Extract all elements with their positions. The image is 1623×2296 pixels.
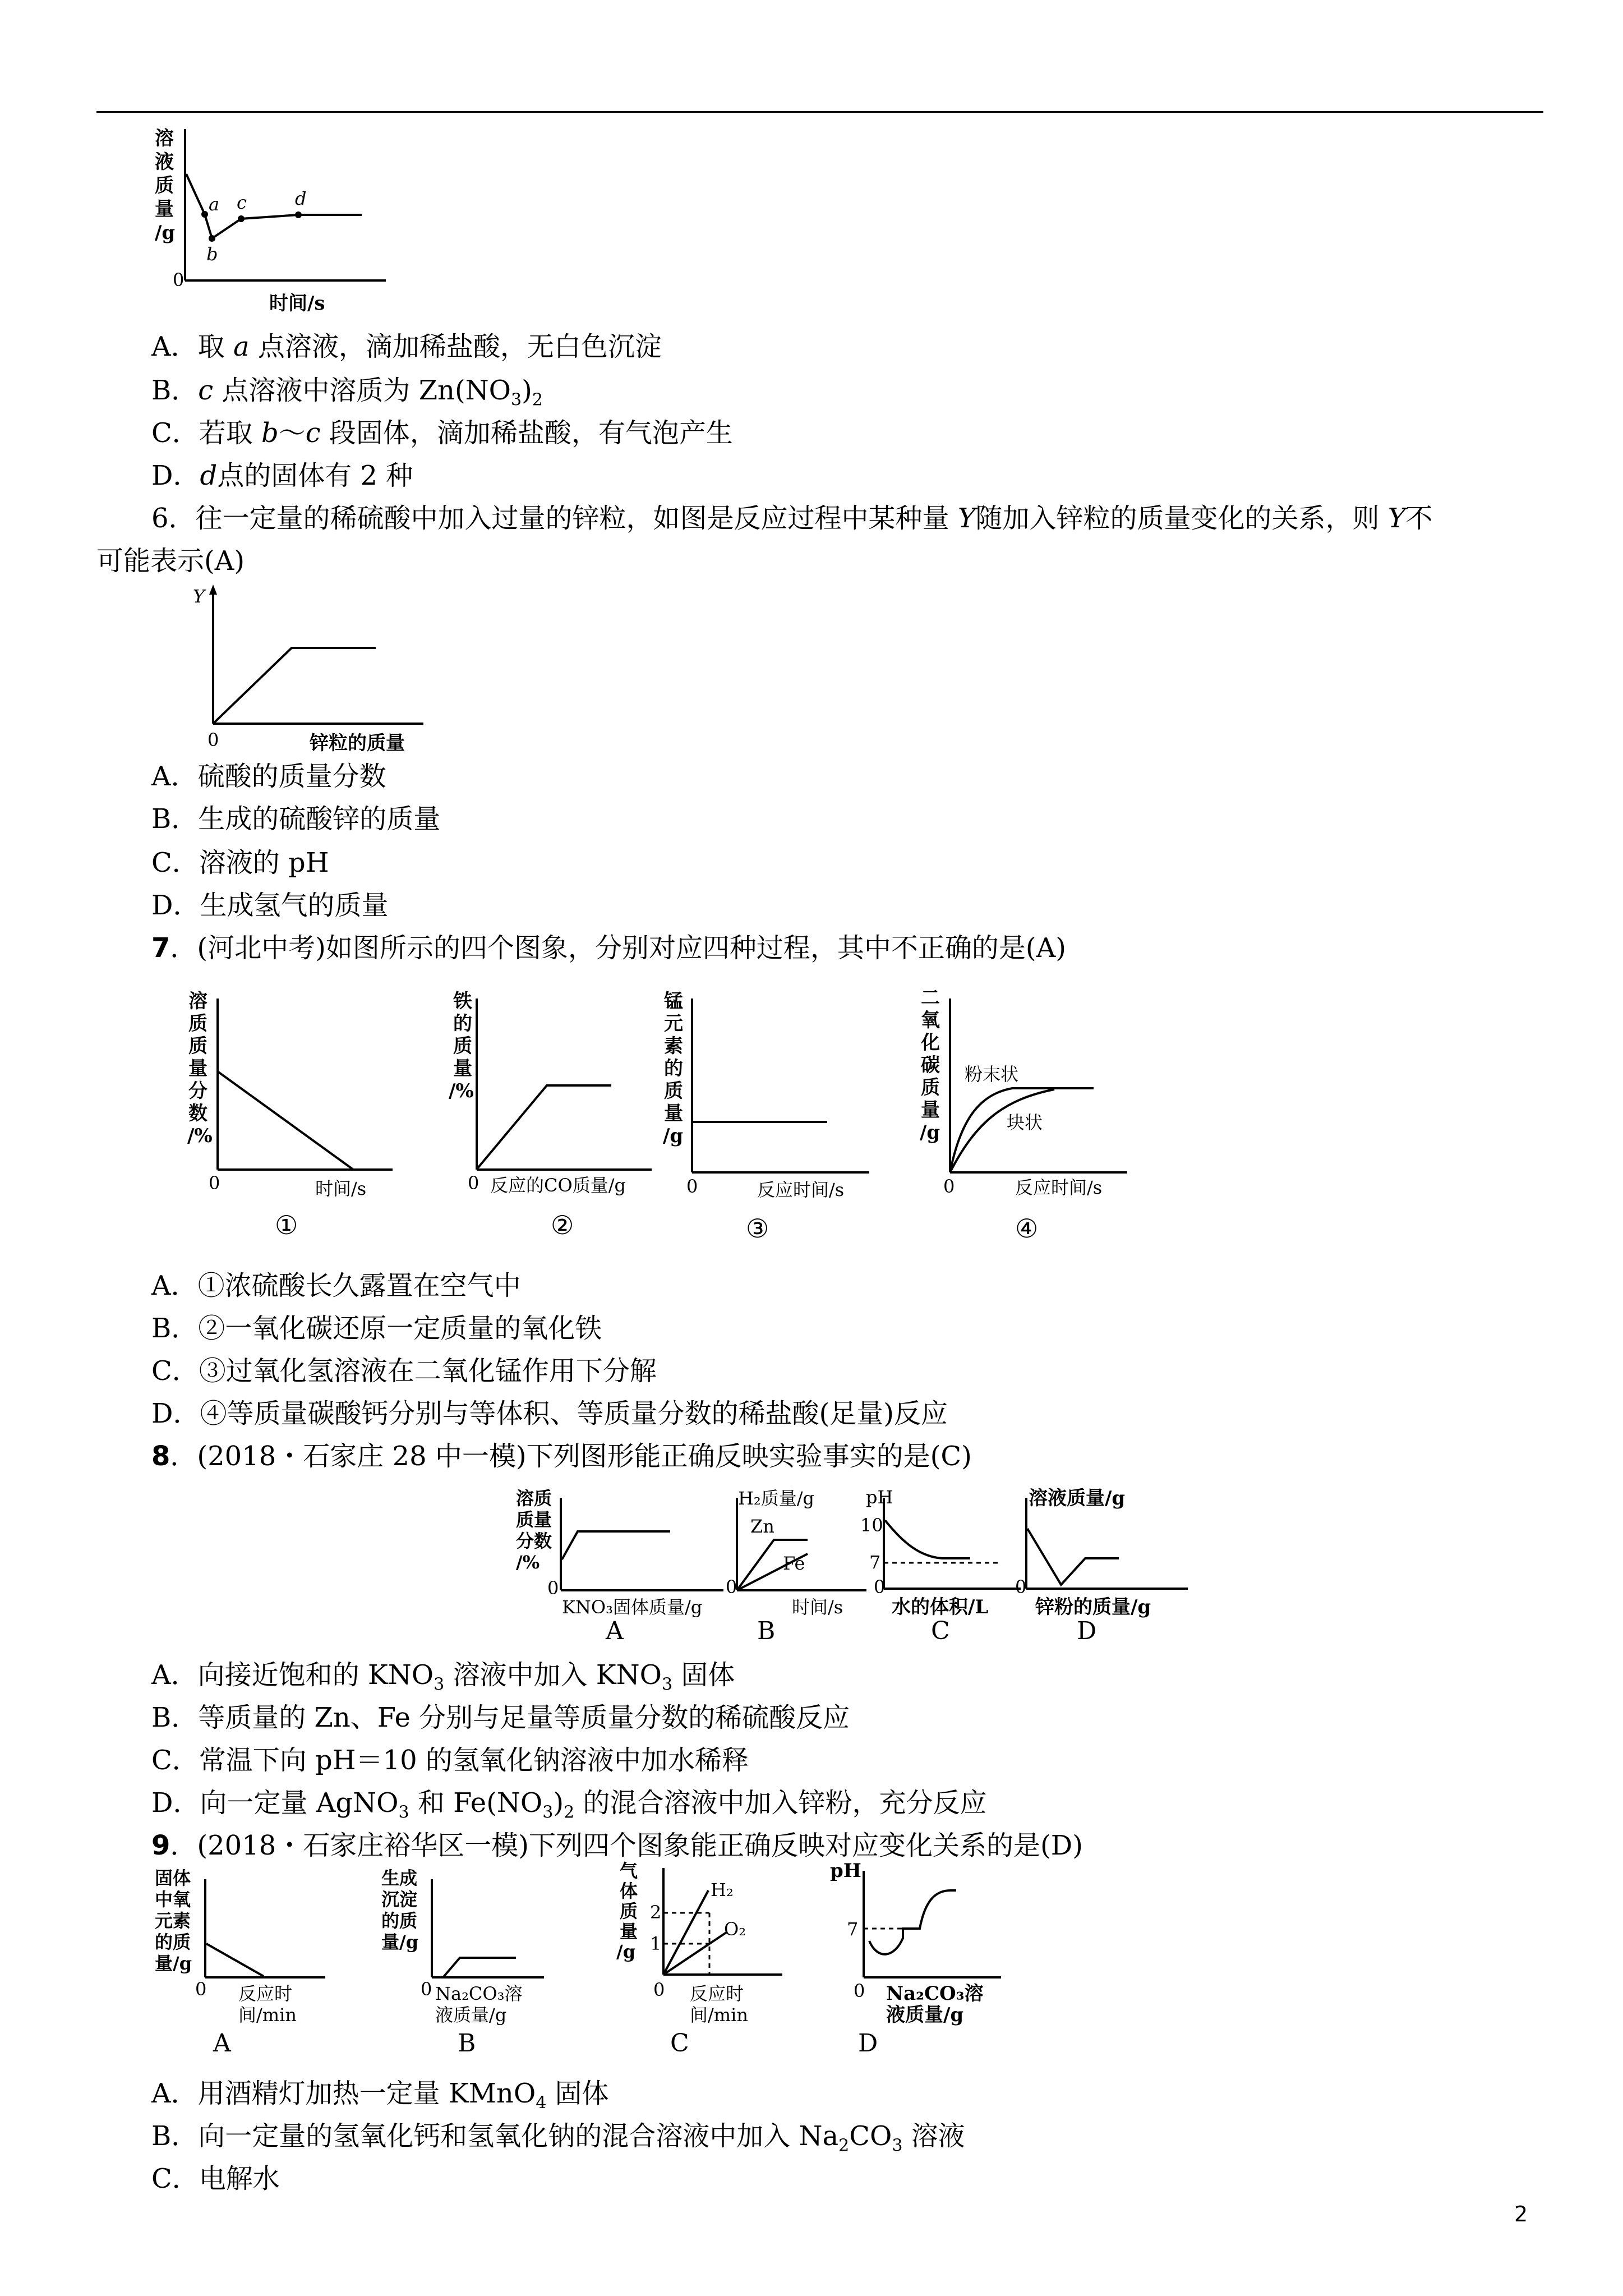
svg-text:液质量/g: 液质量/g [886, 2004, 964, 2026]
q7-option-a: A．①浓硫酸长久露置在空气中 [151, 1270, 521, 1301]
svg-text:溶: 溶 [155, 127, 174, 150]
q6-stem: 6．往一定量的稀硫酸中加入过量的锌粒，如图是反应过程中某种量 Y随加入锌粒的质量变化的关系，则 Y不 [151, 503, 1433, 534]
svg-text:H₂质量/g: H₂质量/g [738, 1488, 815, 1509]
svg-text:0: 0 [195, 1978, 207, 2000]
svg-text:分: 分 [188, 1080, 208, 1102]
svg-text:液质量/g: 液质量/g [435, 2004, 507, 2026]
svg-text:反应的CO质量/g: 反应的CO质量/g [490, 1175, 626, 1196]
svg-text:0: 0 [208, 729, 219, 751]
q8-graph-c [858, 1487, 1026, 1655]
svg-text:量: 量 [921, 1099, 940, 1121]
svg-text:0: 0 [854, 1980, 865, 2001]
svg-text:b: b [206, 243, 218, 265]
q8-graph-d [1009, 1487, 1195, 1655]
svg-text:生成: 生成 [381, 1867, 418, 1889]
svg-text:化: 化 [921, 1032, 940, 1054]
q9-graph-b [376, 1865, 555, 2058]
q6-option-a: A．硫酸的质量分数 [151, 761, 386, 792]
q7-graph-2 [443, 987, 667, 1257]
svg-text:0: 0 [686, 1176, 698, 1197]
q8-option-d: D．向一定量 AgNO$_3$ 和 $Fe(NO_3)_2$ 的混合溶液中加入锌粉，充分反应 [151, 1787, 987, 1823]
svg-text:体: 体 [620, 1880, 638, 1902]
svg-text:Na₂CO₃溶: Na₂CO₃溶 [886, 1982, 984, 2005]
svg-text:中氧: 中氧 [155, 1889, 191, 1910]
svg-text:量: 量 [453, 1057, 472, 1080]
svg-text:氧: 氧 [921, 1009, 940, 1032]
svg-text:的: 的 [664, 1057, 683, 1080]
svg-text:粉末状: 粉末状 [965, 1064, 1019, 1085]
svg-text:质: 质 [188, 1013, 208, 1035]
svg-text:反应时: 反应时 [238, 1983, 293, 2004]
q7-graph-3 [656, 987, 880, 1257]
svg-text:7: 7 [869, 1552, 881, 1573]
svg-text:H₂: H₂ [711, 1879, 734, 1901]
svg-text:二: 二 [921, 987, 940, 1009]
svg-text:分数: 分数 [516, 1530, 552, 1552]
svg-text:0: 0 [547, 1577, 559, 1599]
svg-text:0: 0 [1015, 1576, 1027, 1598]
q6-option-c: C．溶液的 pH [151, 847, 329, 878]
q6-option-b: B．生成的硫酸锌的质量 [151, 803, 441, 835]
q7-option-b: B．②一氧化碳还原一定质量的氧化铁 [151, 1313, 602, 1344]
q9-graph-c [614, 1857, 799, 2058]
svg-text:元: 元 [664, 1013, 683, 1035]
svg-text:/%: /% [516, 1552, 540, 1573]
svg-text:块状: 块状 [1007, 1112, 1043, 1133]
svg-text:时间/s: 时间/s [315, 1178, 367, 1199]
svg-text:铁: 铁 [453, 990, 472, 1013]
svg-text:元素: 元素 [155, 1910, 191, 1931]
svg-text:反应时: 反应时 [690, 1983, 744, 2004]
svg-text:气: 气 [620, 1860, 638, 1881]
svg-text:O₂: O₂ [724, 1918, 746, 1940]
svg-text:的质: 的质 [381, 1910, 418, 1931]
q8-option-b: B．等质量的 Zn、Fe 分别与足量等质量分数的稀硫酸反应 [151, 1702, 850, 1733]
q6-option-d: D．生成氢气的质量 [151, 890, 389, 921]
svg-text:溶液质量/g: 溶液质量/g [1029, 1487, 1126, 1510]
svg-text:0: 0 [173, 269, 185, 291]
q9-graph-a [151, 1865, 348, 2058]
q6-graph [185, 583, 443, 763]
svg-text:2: 2 [650, 1902, 662, 1923]
svg-text:10: 10 [860, 1515, 883, 1536]
svg-text:/g: /g [663, 1125, 684, 1147]
svg-text:c: c [237, 192, 247, 213]
svg-text:0: 0 [468, 1172, 479, 1194]
svg-text:B: B [757, 1617, 776, 1645]
q9-option-b: B．向一定量的氢氧化钙和氢氧化钠的混合溶液中加入 $Na_2CO_3$ 溶液 [151, 2120, 965, 2156]
svg-text:Zn: Zn [750, 1516, 774, 1537]
svg-text:pH: pH [830, 1860, 861, 1882]
svg-text:数: 数 [188, 1102, 208, 1125]
svg-text:量: 量 [155, 198, 174, 220]
svg-text:质: 质 [620, 1901, 638, 1922]
q5-option-b: B．c 点溶液中溶质为 $Zn(NO_3)_2$ [151, 375, 543, 410]
svg-text:液: 液 [155, 151, 174, 173]
svg-text:1: 1 [650, 1933, 662, 1954]
svg-text:碳: 碳 [921, 1054, 940, 1076]
svg-text:0: 0 [943, 1176, 955, 1197]
q5-option-d: D．d点的固体有 2 种 [151, 460, 413, 491]
svg-text:C: C [670, 2029, 689, 2058]
q5-ylabel [155, 127, 175, 244]
svg-text:质: 质 [453, 1035, 472, 1057]
q9-option-a: A．用酒精灯加热一定量 KMnO$_4$ 固体 [151, 2078, 609, 2113]
svg-text:Fe: Fe [783, 1553, 805, 1574]
q8-graph-a [510, 1487, 729, 1655]
svg-text:A: A [213, 2029, 231, 2058]
q5-graph [151, 123, 398, 314]
svg-text:的: 的 [453, 1013, 472, 1035]
q9-graph-d [824, 1857, 1009, 2058]
svg-text:质: 质 [664, 1080, 683, 1102]
svg-text:/%: /% [449, 1080, 474, 1102]
svg-text:溶质: 溶质 [516, 1488, 552, 1509]
q7-graph-1 [179, 987, 404, 1257]
q8-option-a: A．向接近饱和的 $KNO_3$ 溶液中加入 $KNO_3$ 固体 [151, 1659, 735, 1695]
svg-text:/g: /g [155, 222, 176, 244]
svg-text:质: 质 [188, 1035, 208, 1057]
svg-text:0: 0 [726, 1576, 737, 1598]
svg-text:溶: 溶 [188, 990, 208, 1013]
svg-text:沉淀: 沉淀 [381, 1889, 418, 1910]
svg-text:Na₂CO₃溶: Na₂CO₃溶 [435, 1983, 523, 2004]
svg-text:0: 0 [653, 1979, 665, 2000]
svg-text:量: 量 [620, 1921, 638, 1942]
svg-text:锰: 锰 [664, 990, 683, 1013]
svg-text:/g: /g [616, 1941, 636, 1962]
svg-text:0: 0 [874, 1576, 886, 1598]
q5-option-c: C．若取 b～c 段固体，滴加稀盐酸，有气泡产生 [151, 417, 733, 449]
svg-text:量/g: 量/g [381, 1931, 419, 1953]
svg-text:B: B [458, 2029, 476, 2058]
svg-text:7: 7 [847, 1918, 859, 1940]
q6-stem-cont: 可能表示(A) [96, 545, 245, 577]
q9-option-c: C．电解水 [151, 2163, 280, 2194]
svg-text:的质: 的质 [155, 1931, 191, 1953]
svg-text:质: 质 [921, 1076, 940, 1099]
svg-text:量: 量 [664, 1102, 683, 1125]
svg-text:量/g: 量/g [155, 1953, 192, 1974]
svg-text:a: a [209, 194, 220, 215]
svg-text:间/min: 间/min [238, 2004, 297, 2026]
q9-stem: 9．(2018・石家庄裕华区一模)下列四个图象能正确反映对应变化关系的是(D) [151, 1830, 1083, 1861]
svg-text:D: D [1077, 1617, 1097, 1645]
svg-text:D: D [858, 2029, 878, 2058]
svg-text:反应时间/s: 反应时间/s [1015, 1177, 1103, 1198]
svg-text:反应时间/s: 反应时间/s [757, 1179, 845, 1200]
svg-text:④: ④ [1015, 1213, 1039, 1244]
svg-text:/g: /g [920, 1121, 940, 1144]
svg-text:pH: pH [866, 1487, 893, 1508]
svg-text:时间/s: 时间/s [269, 292, 325, 315]
svg-text:时间/s: 时间/s [792, 1596, 843, 1618]
svg-text:/%: /% [187, 1125, 213, 1147]
svg-text:C: C [931, 1617, 950, 1645]
svg-text:水的体积/L: 水的体积/L [892, 1596, 989, 1618]
svg-text:A: A [606, 1617, 624, 1645]
q7-option-c: C．③过氧化氢溶液在二氧化锰作用下分解 [151, 1355, 657, 1387]
svg-text:素: 素 [664, 1035, 683, 1057]
svg-text:KNO₃固体质量/g: KNO₃固体质量/g [562, 1596, 703, 1618]
svg-text:锌粉的质量/g: 锌粉的质量/g [1035, 1596, 1151, 1618]
q7-option-d: D．④等质量碳酸钙分别与等体积、等质量分数的稀盐酸(足量)反应 [151, 1398, 948, 1429]
q5-option-a: A．取 a 点溶液，滴加稀盐酸，无白色沉淀 [151, 331, 662, 362]
page-number: 2 [1514, 2202, 1528, 2226]
q8-stem: 8．(2018・石家庄 28 中一模)下列图形能正确反映实验事实的是(C) [151, 1441, 972, 1472]
svg-text:质: 质 [155, 174, 174, 197]
svg-text:Y: Y [193, 586, 205, 607]
svg-text:0: 0 [421, 1978, 432, 2000]
svg-text:质量: 质量 [516, 1509, 552, 1530]
svg-text:③: ③ [746, 1213, 769, 1244]
q8-option-c: C．常温下向 pH＝10 的氢氧化钠溶液中加水稀释 [151, 1745, 749, 1776]
q7-graph-4 [914, 982, 1138, 1257]
svg-text:②: ② [551, 1210, 574, 1240]
svg-text:0: 0 [209, 1172, 220, 1194]
header-rule [96, 111, 1543, 113]
svg-text:间/min: 间/min [690, 2004, 748, 2026]
svg-text:固体: 固体 [155, 1867, 191, 1889]
q8-graph-b [726, 1487, 875, 1655]
svg-text:锌粒的质量: 锌粒的质量 [310, 732, 405, 754]
svg-text:d: d [295, 188, 307, 209]
svg-text:量: 量 [188, 1057, 208, 1080]
q7-stem: 7．(河北中考)如图所示的四个图象，分别对应四种过程，其中不正确的是(A) [151, 932, 1066, 964]
svg-text:①: ① [275, 1210, 298, 1240]
